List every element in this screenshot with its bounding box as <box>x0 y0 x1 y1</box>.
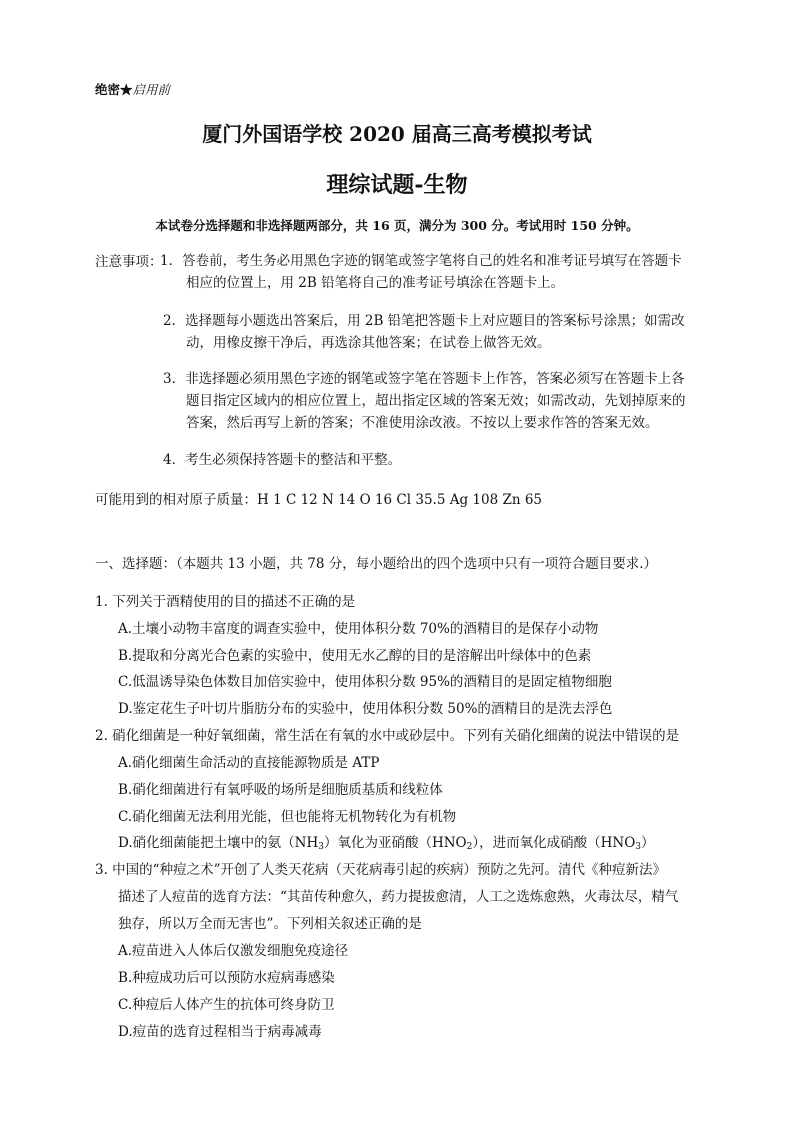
question-3-option-c: C.种痘后人体产生的抗体可终身防卫 <box>118 997 335 1013</box>
question-2-option-a: A.硝化细菌生命活动的直接能源物质是 ATP <box>118 755 380 771</box>
subscript-1: 3 <box>318 842 324 852</box>
question-3-stem-line-2: 描述了人痘苗的选育方法：“其苗传种愈久，药力提拔愈清，人工之选炼愈熟，火毒汰尽，精气 <box>118 889 679 905</box>
question-2-stem: 2. 硝化细菌是一种好氧细菌，常生活在有氧的水中或砂层中。下列有关硝化细菌的说法中错误的是 <box>95 728 680 744</box>
atomic-masses: 可能用到的相对原子质量：H 1 C 12 N 14 O 16 Cl 35.5 Ag 108 Zn 65 <box>95 492 543 508</box>
option-d-text-2: ）氧化为亚硝酸（HNO <box>323 835 467 851</box>
question-1-option-c: C.低温诱导染色体数目加倍实验中，使用体积分数 95%的酒精目的是固定植物细胞 <box>118 674 612 690</box>
question-3-stem-line-3: 独存，所以万全而无害也”。下列相关叙述正确的是 <box>118 916 422 932</box>
question-3-option-b: B.种痘成功后可以预防水痘病毒感染 <box>118 970 335 986</box>
note-1-line-1: 1．答卷前，考生务必用黑色字迹的钢笔或签字笔将自己的姓名和准考证号填写在答题卡 <box>160 253 682 269</box>
note-3-line-2: 题目指定区域内的相应位置上，超出指定区域的答案无效；如需改动，先划掉原来的 <box>186 393 686 409</box>
question-3-option-d: D.痘苗的选育过程相当于病毒减毒 <box>118 1024 322 1040</box>
notes-label: 注意事项： <box>95 254 163 270</box>
subscript-2: 2 <box>466 842 473 852</box>
question-2-option-c: C.硝化细菌无法利用光能，但也能将无机物转化为有机物 <box>118 809 457 825</box>
question-3-stem-line-1: 3. 中国的“种痘之术”开创了人类天花病（天花病毒引起的疾病）预防之先河。清代《种痘新法》 <box>95 862 666 878</box>
exam-title: 厦门外国语学校 2020 届高三高考模拟考试 <box>202 122 592 146</box>
question-1-option-b: B.提取和分离光合色素的实验中，使用无水乙醇的目的是溶解出叶绿体中的色素 <box>118 648 592 664</box>
section-heading: 一、选择题：（本题共 13 小题，共 78 分，每小题给出的四个选项中只有一项符合题目要求.） <box>95 556 658 572</box>
question-2-option-d <box>118 831 655 852</box>
question-2-option-b: B.硝化细菌进行有氧呼吸的场所是细胞质基质和线粒体 <box>118 782 443 798</box>
option-d-text-4: ） <box>641 835 655 851</box>
question-1-option-a: A.土壤小动物丰富度的调查实验中，使用体积分数 70%的酒精目的是保存小动物 <box>118 621 599 637</box>
note-1-line-2: 相应的位置上，用 2B 铅笔将自己的准考证号填涂在答题卡上。 <box>186 275 565 291</box>
confidential-stamp: 启用前 <box>132 82 171 97</box>
note-3-line-3: 答案，然后再写上新的答案；不准使用涂改液。不按以上要求作答的答案无效。 <box>186 415 659 431</box>
option-d-text-1: D.硝化细菌能把土壤中的氨（NH <box>118 835 319 851</box>
note-3-line-1: 3．非选择题必须用黑色字迹的钢笔或签字笔在答题卡上作答，答案必须写在答题卡上各 <box>163 371 685 387</box>
confidential-mark <box>95 80 170 98</box>
question-1-option-d: D.鉴定花生子叶切片脂肪分布的实验中，使用体积分数 50%的酒精目的是洗去浮色 <box>118 701 613 717</box>
question-1-stem: 1. 下列关于酒精使用的目的描述不正确的是 <box>95 594 356 610</box>
note-4-line-1: 4．考生必须保持答题卡的整洁和平整。 <box>163 452 402 468</box>
question-3-option-a: A.痘苗进入人体后仅激发细胞免疫途径 <box>118 943 349 959</box>
exam-intro: 本试卷分选择题和非选择题两部分，共 16 页，满分为 300 分。考试用时 150 分钟。 <box>155 218 639 233</box>
exam-subtitle: 理综试题-生物 <box>326 172 468 198</box>
note-2-line-2: 动，用橡皮擦干净后，再选涂其他答案；在试卷上做答无效。 <box>186 335 551 351</box>
subscript-3: 3 <box>635 842 641 852</box>
note-2-line-1: 2．选择题每小题选出答案后，用 2B 铅笔把答题卡上对应题目的答案标号涂黑；如需改 <box>163 313 685 329</box>
confidential-label: 绝密★ <box>95 82 133 97</box>
option-d-text-3: ），进而氧化成硝酸（HNO <box>472 835 636 851</box>
